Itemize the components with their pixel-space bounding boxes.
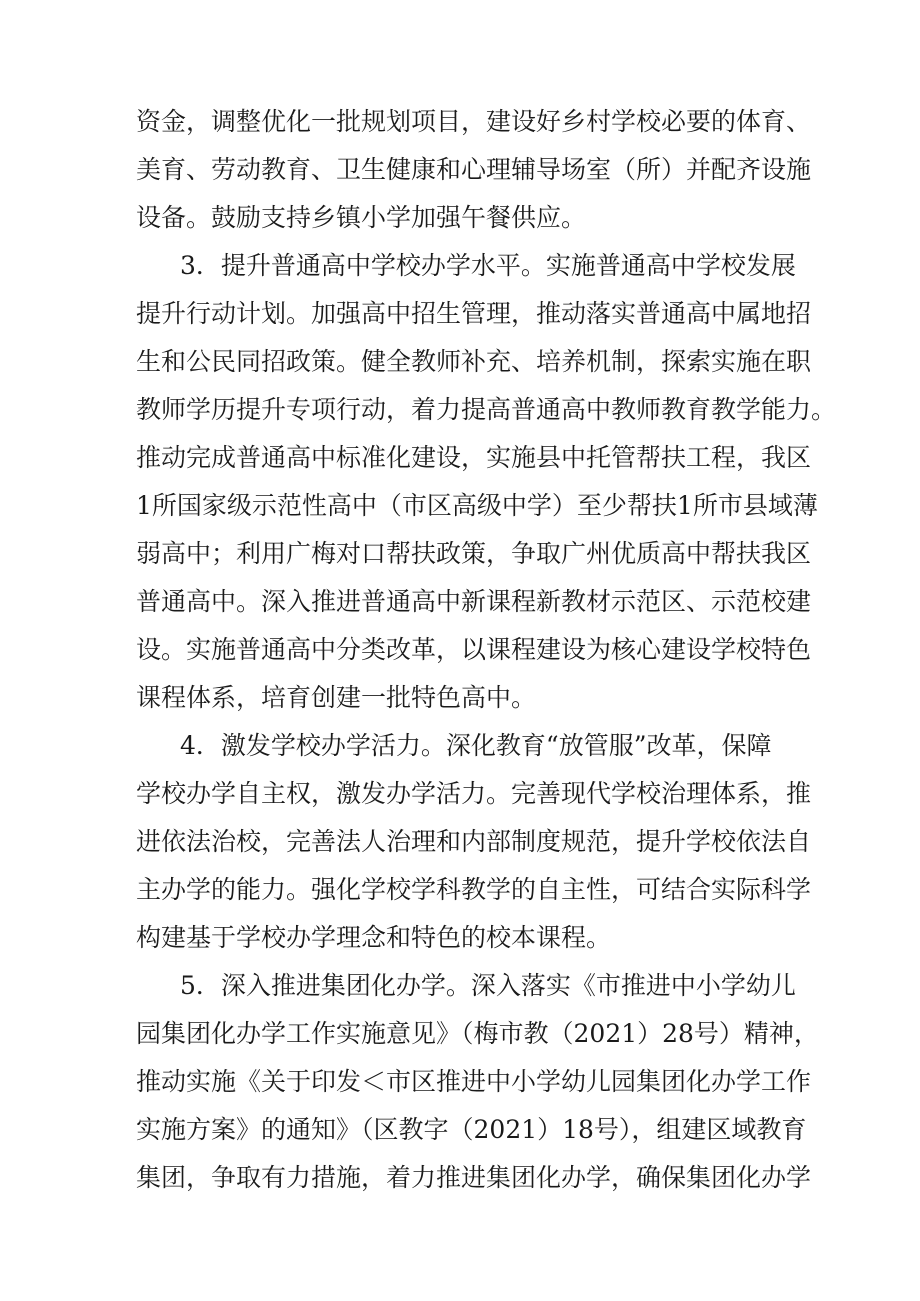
text-line: 推动完成普通高中标准化建设，实施县中托管帮扶工程，我区 (136, 443, 812, 472)
section-3-heading-line: 3．提升普通高中学校办学水平。实施普通高中学校发展 (180, 251, 796, 280)
text-line: 生和公民同招政策。健全教师补充、培养机制，探索实施在职 (136, 347, 812, 376)
text-line: 构建基于学校办学理念和特色的校本课程。 (136, 923, 612, 952)
text-line: 进依法治校，完善法人治理和内部制度规范，提升学校依法自 (136, 827, 812, 856)
section-5-heading-line: 5．深入推进集团化办学。深入落实《市推进中小学幼儿 (180, 971, 796, 1000)
text-line: 美育、劳动教育、卫生健康和心理辅导场室（所）并配齐设施 (136, 155, 812, 184)
text-line: 学校办学自主权，激发办学活力。完善现代学校治理体系，推 (136, 779, 812, 808)
text-line: 集团，争取有力措施，着力推进集团化办学，确保集团化办学 (136, 1163, 812, 1192)
text-line: 弱高中；利用广梅对口帮扶政策，争取广州优质高中帮扶我区 (136, 539, 812, 568)
text-line: 设备。鼓励支持乡镇小学加强午餐供应。 (136, 203, 587, 232)
text-line: 提升行动计划。加强高中招生管理，推动落实普通高中属地招 (136, 299, 812, 328)
section-4-heading-line: 4．激发学校办学活力。深化教育“放管服”改革，保障 (180, 731, 772, 760)
text-line: 设。实施普通高中分类改革，以课程建设为核心建设学校特色 (136, 635, 812, 664)
text-line: 教师学历提升专项行动，着力提高普通高中教师教育教学能力。 (136, 395, 837, 424)
text-line: 资金，调整优化一批规划项目，建设好乡村学校必要的体育、 (136, 107, 812, 136)
text-line: 1所国家级示范性高中（市区高级中学）至少帮扶1所市县域薄 (136, 491, 818, 520)
text-line: 推动实施《关于印发＜市区推进中小学幼儿园集团化办学工作 (136, 1067, 812, 1096)
text-line: 主办学的能力。强化学校学科教学的自主性，可结合实际科学 (136, 875, 812, 904)
text-line: 普通高中。深入推进普通高中新课程新教材示范区、示范校建 (136, 587, 812, 616)
text-line: 实施方案》的通知》（区教字（2021）18号），组建区域教育 (136, 1115, 807, 1144)
text-line: 课程体系，培育创建一批特色高中。 (136, 683, 537, 712)
text-line: 园集团化办学工作实施意见》（梅市教（2021）28号）精神， (136, 1019, 819, 1048)
